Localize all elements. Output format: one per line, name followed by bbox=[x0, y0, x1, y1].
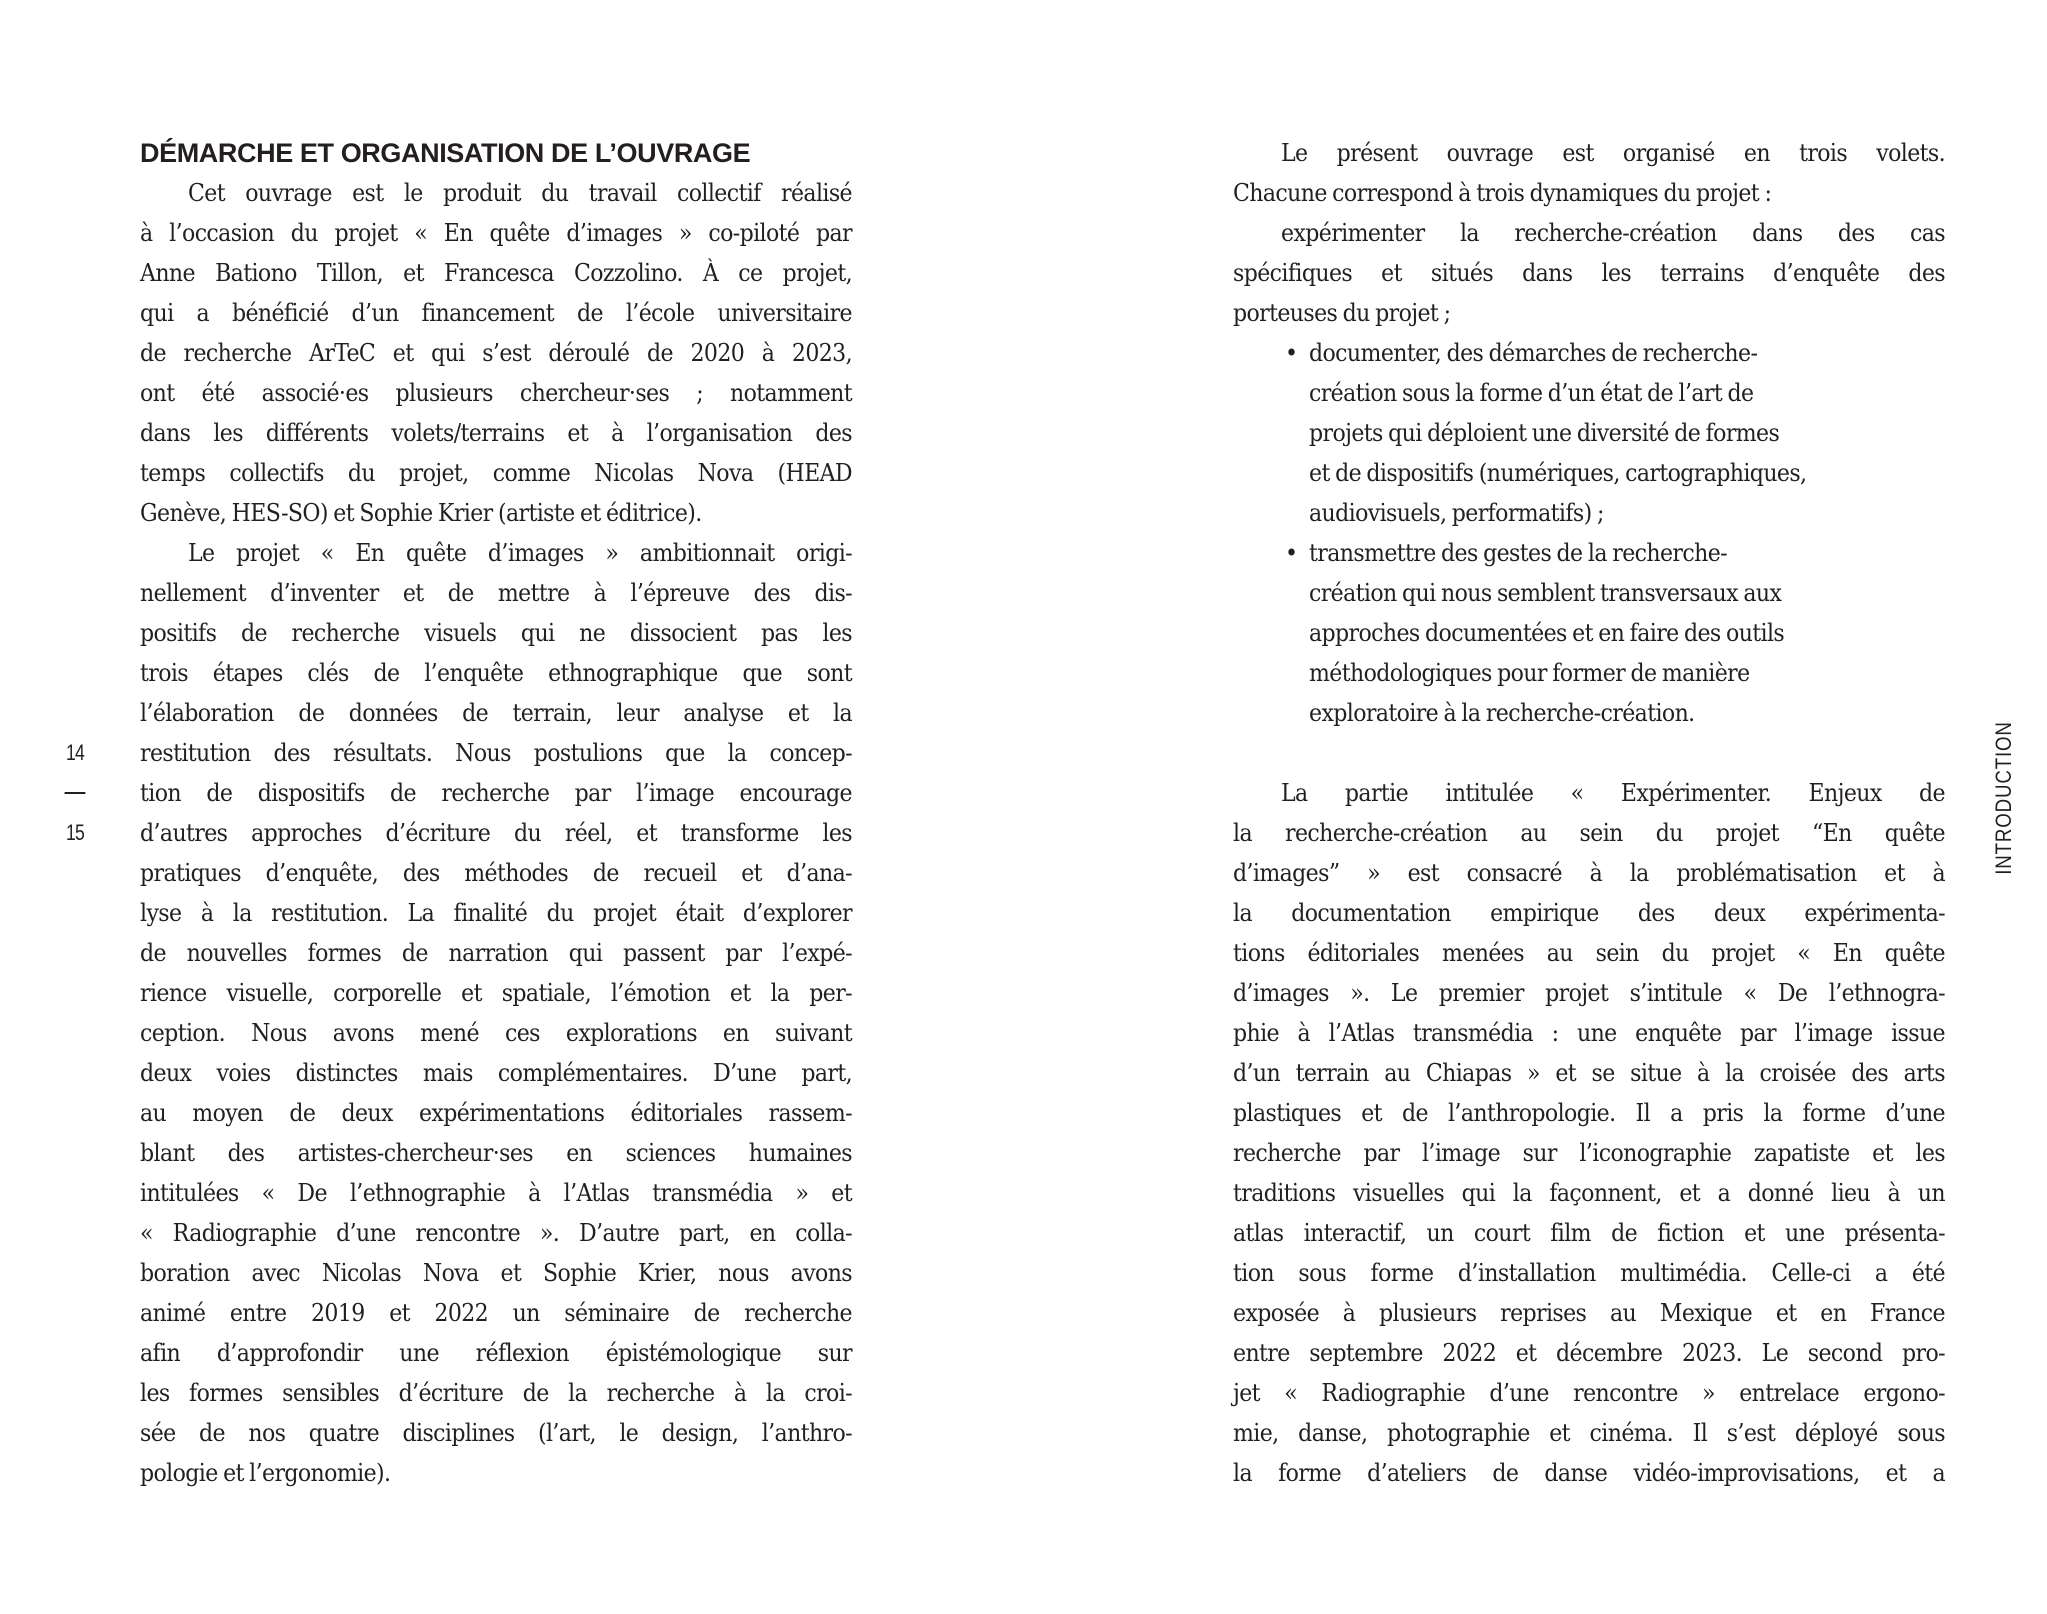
text-line: blant des artistes-chercheur·ses en sciences humaines bbox=[140, 1138, 852, 1167]
text-line: pratiques d’enquête, des méthodes de recueil et d’ana- bbox=[140, 858, 852, 887]
text-line: d’un terrain au Chiapas » et se situe à la croisée des arts bbox=[1233, 1058, 1945, 1087]
list-item-line: approches documentées et en faire des outils bbox=[1309, 618, 1785, 647]
right-page bbox=[1023, 0, 2047, 1614]
text-line: à l’occasion du projet « En quête d’images » co-piloté par bbox=[140, 218, 852, 247]
text-line: recherche par l’image sur l’iconographie zapatiste et les bbox=[1233, 1138, 1945, 1167]
text-line: tion sous forme d’installation multimédia. Celle-ci a été bbox=[1233, 1258, 1945, 1287]
paragraph-spacer bbox=[1233, 733, 1945, 773]
text-line: d’images” » est consacré à la problématisation et à bbox=[1233, 858, 1945, 887]
list-item-line: documenter, des démarches de recherche- bbox=[1309, 338, 1758, 367]
text-line: ception. Nous avons mené ces explorations en suivant bbox=[140, 1018, 852, 1047]
text-line: ont été associé·es plusieurs chercheur·ses ; notamment bbox=[140, 378, 852, 407]
text-line: boration avec Nicolas Nova et Sophie Krier, nous avons bbox=[140, 1258, 852, 1287]
page-folio bbox=[61, 733, 88, 853]
text-line: traditions visuelles qui la façonnent, et a donné lieu à un bbox=[1233, 1178, 1945, 1207]
section-heading: DÉMARCHE ET ORGANISATION DE L’OUVRAGE bbox=[140, 138, 751, 168]
text-line: positifs de recherche visuels qui ne dissocient pas les bbox=[140, 618, 852, 647]
text-line: restitution des résultats. Nous postulions que la concep- bbox=[140, 738, 852, 767]
text-line: la recherche-création au sein du projet “En quête bbox=[1233, 818, 1945, 847]
text-line: sée de nos quatre disciplines (l’art, le design, l’anthro- bbox=[140, 1418, 852, 1447]
dynamics-list bbox=[1233, 333, 1945, 733]
text-line: la forme d’ateliers de danse vidéo-improvisations, et a bbox=[1233, 1458, 1945, 1487]
bullet-icon: • bbox=[1285, 538, 1298, 567]
text-line: temps collectifs du projet, comme Nicolas Nova (HEAD bbox=[140, 458, 852, 487]
list-item-line: et de dispositifs (numériques, cartographiques, bbox=[1309, 458, 1807, 487]
folio-separator bbox=[61, 773, 88, 813]
text-line: spécifiques et situés dans les terrains d’enquête des bbox=[1233, 258, 1945, 287]
right-text-column bbox=[1233, 133, 1945, 1493]
text-line: afin d’approfondir une réflexion épistémologique sur bbox=[140, 1338, 852, 1367]
text-line: trois étapes clés de l’enquête ethnographique que sont bbox=[140, 658, 852, 687]
text-line: animé entre 2019 et 2022 un séminaire de recherche bbox=[140, 1298, 852, 1327]
text-line: porteuses du projet ; bbox=[1233, 298, 1451, 327]
text-line: atlas interactif, un court film de fiction et une présenta- bbox=[1233, 1218, 1945, 1247]
running-head-label: INTRODUCTION bbox=[1991, 721, 2016, 875]
text-line: tions éditoriales menées au sein du projet « En quête bbox=[1233, 938, 1945, 967]
text-line: intitulées « De l’ethnographie à l’Atlas transmédia » et bbox=[140, 1178, 852, 1207]
text-line: Chacune correspond à trois dynamiques du projet : bbox=[1233, 178, 1772, 207]
left-page bbox=[0, 0, 1023, 1614]
text-line: Le présent ouvrage est organisé en trois volets. bbox=[1281, 138, 1945, 167]
text-line: plastiques et de l’anthropologie. Il a pris la forme d’une bbox=[1233, 1098, 1945, 1127]
list-item-text bbox=[1309, 333, 1945, 533]
text-line: La partie intitulée « Expérimenter. Enjeux de bbox=[1281, 778, 1945, 807]
text-line: l’élaboration de données de terrain, leur analyse et la bbox=[140, 698, 852, 727]
text-line: d’autres approches d’écriture du réel, et transforme les bbox=[140, 818, 852, 847]
text-line: la documentation empirique des deux expérimenta- bbox=[1233, 898, 1945, 927]
first-dynamic-paragraph bbox=[1233, 213, 1945, 333]
list-item-line: méthodologiques pour former de manière bbox=[1309, 658, 1750, 687]
paragraph-2 bbox=[140, 533, 852, 1493]
list-item-text bbox=[1309, 533, 1945, 733]
paragraph-1 bbox=[140, 173, 852, 533]
bullet-icon: • bbox=[1285, 338, 1298, 367]
text-line: de nouvelles formes de narration qui passent par l’expé- bbox=[140, 938, 852, 967]
text-line: Anne Bationo Tillon, et Francesca Cozzolino. À ce projet, bbox=[140, 258, 852, 287]
text-line: nellement d’inventer et de mettre à l’épreuve des dis- bbox=[140, 578, 852, 607]
text-line: au moyen de deux expérimentations éditoriales rassem- bbox=[140, 1098, 852, 1127]
body-paragraph bbox=[1233, 773, 1945, 1493]
text-line: mie, danse, photographie et cinéma. Il s’est déployé sous bbox=[1233, 1418, 1945, 1447]
text-line: Le projet « En quête d’images » ambitionnait origi- bbox=[188, 538, 852, 567]
list-item-line: projets qui déploient une diversité de formes bbox=[1309, 418, 1780, 447]
list-item-line: audiovisuels, performatifs) ; bbox=[1309, 498, 1604, 527]
text-line: exposée à plusieurs reprises au Mexique et en France bbox=[1233, 1298, 1945, 1327]
list-item-line: transmettre des gestes de la recherche- bbox=[1309, 538, 1727, 567]
text-line: les formes sensibles d’écriture de la recherche à la croi- bbox=[140, 1378, 852, 1407]
list-item-line: exploratoire à la recherche-création. bbox=[1309, 698, 1695, 727]
running-head bbox=[1984, 721, 2024, 875]
text-line: Genève, HES-SO) et Sophie Krier (artiste et éditrice). bbox=[140, 498, 702, 527]
list-item-line: création sous la forme d’un état de l’art de bbox=[1309, 378, 1754, 407]
list-item bbox=[1281, 333, 1945, 533]
text-line: phie à l’Atlas transmédia : une enquête par l’image issue bbox=[1233, 1018, 1945, 1047]
page-number-right: 15 bbox=[66, 820, 84, 845]
text-line: dans les différents volets/terrains et à l’organisation des bbox=[140, 418, 852, 447]
text-line: expérimenter la recherche-création dans des cas bbox=[1281, 218, 1945, 247]
text-line: d’images ». Le premier projet s’intitule « De l’ethnogra- bbox=[1233, 978, 1945, 1007]
left-text-column bbox=[140, 133, 852, 1493]
text-line: lyse à la restitution. La finalité du projet était d’explorer bbox=[140, 898, 852, 927]
text-line: qui a bénéficié d’un financement de l’école universitaire bbox=[140, 298, 852, 327]
text-line: « Radiographie d’une rencontre ». D’autre part, en colla- bbox=[140, 1218, 852, 1247]
page-number-left: 14 bbox=[66, 740, 84, 765]
list-item-line: création qui nous semblent transversaux aux bbox=[1309, 578, 1782, 607]
text-line: de recherche ArTeC et qui s’est déroulé de 2020 à 2023, bbox=[140, 338, 852, 367]
text-line: Cet ouvrage est le produit du travail collectif réalisé bbox=[188, 178, 852, 207]
intro-paragraph bbox=[1233, 133, 1945, 213]
text-line: deux voies distinctes mais complémentaires. D’une part, bbox=[140, 1058, 852, 1087]
text-line: jet « Radiographie d’une rencontre » entrelace ergono- bbox=[1233, 1378, 1945, 1407]
text-line: pologie et l’ergonomie). bbox=[140, 1458, 391, 1487]
list-item bbox=[1281, 533, 1945, 733]
text-line: entre septembre 2022 et décembre 2023. Le second pro- bbox=[1233, 1338, 1945, 1367]
text-line: tion de dispositifs de recherche par l’image encourage bbox=[140, 778, 852, 807]
text-line: rience visuelle, corporelle et spatiale, l’émotion et la per- bbox=[140, 978, 852, 1007]
